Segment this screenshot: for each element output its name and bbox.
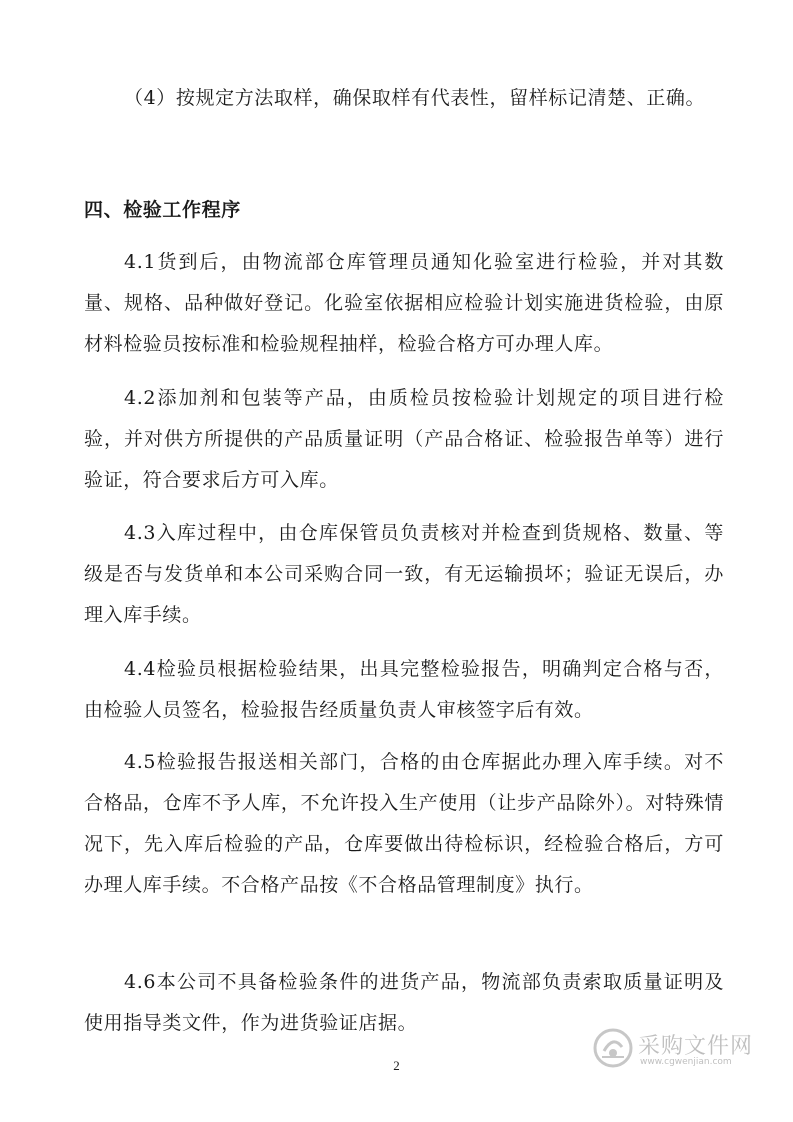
section-heading: 四、检验工作程序	[84, 199, 241, 221]
paragraph-4-5: 4.5检验报告报送相关部门，合格的由仓库据此办理入库手续。对不合格品，仓库不予人库，不允许投入生产使用（让步产品除外）。对特殊情况下，先入库后检验的产品，仓库要做出待检标识，经检验合格后，方可办理人库手续。不合格产品按《不合格品管理制度》执行。	[84, 751, 724, 896]
cgwenjian-logo-icon	[592, 1027, 634, 1069]
watermark-url: www.cgwenjian.com	[640, 1057, 732, 1067]
paragraph-sampling: （4）按规定方法取样，确保取样有代表性，留样标记清楚、正确。	[124, 87, 706, 109]
paragraph-4-4: 4.4检验员根据检验结果，出具完整检验报告，明确判定合格与否，由检验人员签名，检验报告经质量负责人审核签字后有效。	[84, 658, 724, 721]
watermark	[592, 1025, 767, 1075]
page-number: 2	[393, 1058, 400, 1073]
paragraph-4-1: 4.1货到后，由物流部仓库管理员通知化验室进行检验，并对其数量、规格、品种做好登记。化验室依据相应检验计划实施进货检验，由原材料检验员按标准和检验规程抽样，检验合格方可办理人库。	[84, 251, 724, 355]
paragraph-4-3: 4.3入库过程中，由仓库保管员负责核对并检查到货规格、数量、等级是否与发货单和本公司采购合同一致，有无运输损坏；验证无误后，办理入库手续。	[84, 522, 724, 626]
watermark-text: 采购文件网	[638, 1034, 754, 1059]
paragraph-4-2: 4.2添加剂和包装等产品，由质检员按检验计划规定的项目进行检验，并对供方所提供的产品质量证明（产品合格证、检验报告单等）进行验证，符合要求后方可入库。	[84, 387, 724, 491]
paragraph-4-6: 4.6本公司不具备检验条件的进货产品，物流部负责索取质量证明及使用指导类文件，作为进货验证店据。	[84, 971, 724, 1034]
